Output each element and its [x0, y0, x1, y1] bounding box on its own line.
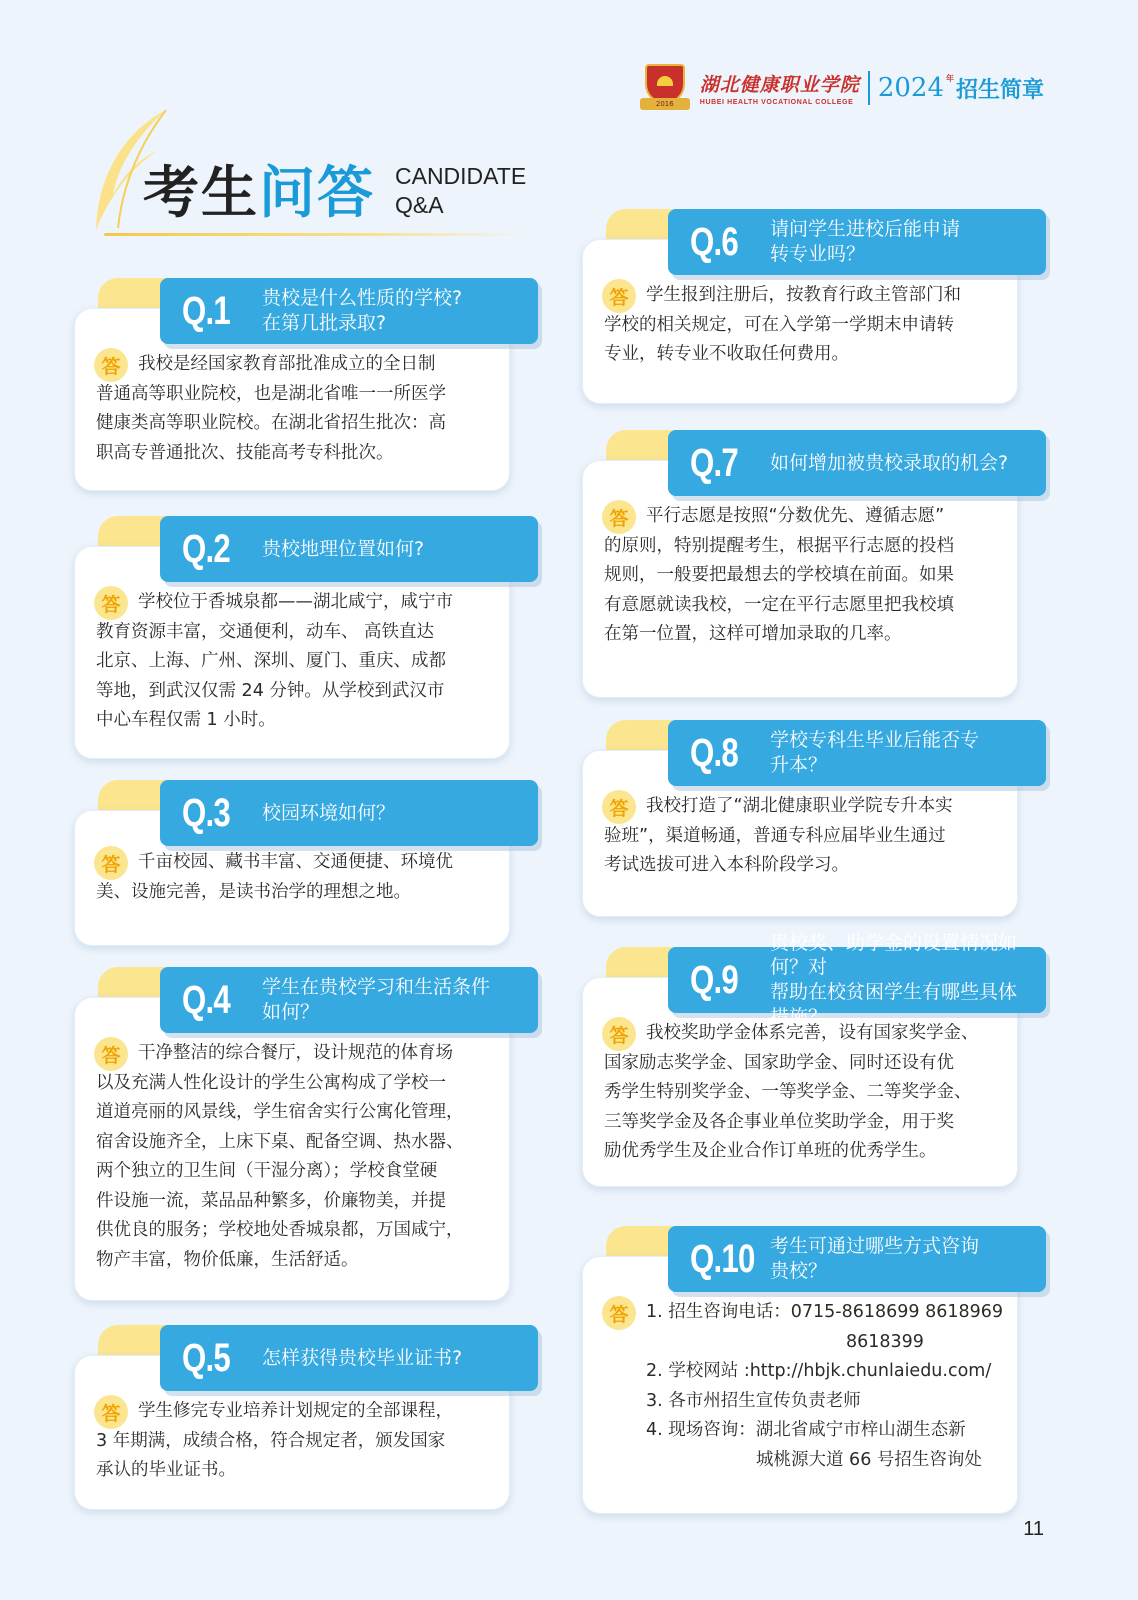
question-text: [262, 801, 407, 826]
title-en-line1: CANDIDATE: [395, 163, 527, 189]
question-line: 升本？: [770, 754, 828, 776]
page-number: 11: [1023, 1518, 1044, 1540]
qa-card-5: [74, 1325, 510, 1510]
answer-text: [96, 1397, 488, 1486]
qa-card-4: [74, 967, 510, 1301]
answer-line: 3 年期满，成绩合格，符合规定者，颁发国家: [96, 1430, 446, 1451]
question-line: 帮助在校贫困学生有哪些具体措施？: [770, 981, 1018, 1028]
answer-line: 干净整洁的综合餐厅，设计规范的体育场: [138, 1043, 453, 1063]
school-name-en: HUBEI HEALTH VOCATIONAL COLLEGE: [699, 99, 854, 106]
answer-line: 规则，一般要把最想去的学校填在前面。如果: [604, 565, 954, 585]
contact-line: 3. 各市州招生宣传负责老师: [646, 1390, 861, 1411]
answer-line: 我校是经国家教育部批准成立的全日制: [138, 354, 436, 374]
question-text: [262, 975, 502, 1024]
year-text: 2024: [877, 73, 944, 103]
question-line: 怎样获得贵校毕业证书?: [262, 1346, 463, 1369]
answer-line: 以及充满人性化设计的学生公寓构成了学校一: [96, 1072, 446, 1093]
answer-line: 千亩校园、藏书丰富、交通便捷、环境优: [138, 852, 453, 872]
college-crest-logo: [640, 64, 690, 112]
contact-line: 城桃源大道 66 号招生咨询处: [756, 1449, 982, 1470]
answer-text: [604, 1019, 996, 1167]
question-text: [770, 217, 972, 266]
answer-line: 三等奖学金及各企事业单位奖助学金，用于奖: [604, 1111, 954, 1132]
question-bar: [668, 931, 1046, 1028]
answer-line: 专业，转专业不收取任何费用。: [604, 344, 849, 364]
answer-line: 国家励志奖学金、国家助学金、同时还设有优: [604, 1052, 954, 1073]
question-line: 如何增加被贵校录取的机会?: [770, 451, 1009, 474]
answer-text: [96, 848, 488, 907]
title-cn-blue: 问答: [259, 160, 375, 226]
answer-badge-icon: 答: [94, 586, 128, 620]
answer-line: 普通高等职业院校，也是湖北省唯一一所医学: [96, 383, 446, 404]
answer-line: 宿舍设施齐全，上床下桌、配备空调、热水器、: [96, 1131, 464, 1152]
answer-line: 在第一位置，这样可增加录取的几率。: [604, 624, 902, 644]
qa-card-8: [582, 720, 1018, 917]
answer-badge-icon: 答: [94, 846, 128, 880]
qa-card-9: [582, 931, 1018, 1187]
answer-line: 美、设施完善，是读书治学的理想之地。: [96, 881, 411, 902]
answer-line: 的原则，特别提醒考生，根据平行志愿的投档: [604, 535, 954, 556]
question-number: Q.1: [182, 288, 230, 333]
answer-text: [604, 792, 996, 881]
question-line: 贵校？: [770, 1260, 828, 1282]
question-line: 考生可通过哪些方式咨询: [770, 1235, 980, 1258]
question-bar: [668, 720, 1046, 786]
answer-line: 物产丰富，物价低廉，生活舒适。: [96, 1249, 359, 1270]
answer-line: 学校位于香城泉都——湖北咸宁，咸宁市: [138, 592, 453, 612]
answer-line: 道道亮丽的风景线，学生宿舍实行公寓化管理，: [96, 1102, 464, 1122]
question-text: [770, 1234, 991, 1283]
answer-line: 学生修完专业培养计划规定的全部课程，: [138, 1401, 453, 1421]
brochure-year: [877, 73, 954, 103]
question-number: Q.8: [690, 730, 738, 775]
question-line: 贵校地理位置如何?: [262, 537, 425, 560]
qa-card-6: [582, 209, 1018, 404]
answer-line: 供优良的服务；学校地处香城泉都，万国咸宁，: [96, 1220, 464, 1240]
answer-badge-icon: 答: [94, 1395, 128, 1429]
title-cn-dark: 考生: [143, 160, 259, 226]
answer-line: 我校奖助学金体系完善，设有国家奖学金、: [646, 1023, 979, 1043]
question-line: 学校专科生毕业后能否专: [770, 729, 980, 752]
question-text: [262, 537, 436, 562]
answer-badge-icon: 答: [602, 1296, 636, 1330]
question-bar: [160, 967, 538, 1033]
year-superscript: 年: [945, 73, 954, 83]
answer-badge-icon: 答: [602, 1017, 636, 1051]
qa-card-7: [582, 430, 1018, 698]
question-bar: [160, 516, 538, 582]
answer-line: 承认的毕业证书。: [96, 1460, 236, 1480]
contact-line: 2. 学校网站 :http://hbjk.chunlaiedu.com/: [646, 1361, 992, 1381]
question-bar: [668, 209, 1046, 275]
question-line: 如何？: [262, 1001, 320, 1023]
contact-list: [646, 1298, 1003, 1475]
title-underline: [104, 233, 524, 236]
question-line: 校园环境如何？: [262, 801, 396, 824]
qa-card-1: [74, 278, 510, 491]
crest-year: 2016: [640, 98, 690, 110]
question-bar: [160, 780, 538, 846]
answer-text: [96, 350, 488, 468]
answer-line: 验班”，渠道畅通，普通专科应届毕业生通过: [604, 825, 946, 846]
question-bar: [160, 1325, 538, 1391]
question-bar: [668, 430, 1046, 496]
question-line: 贵校是什么性质的学校?: [262, 287, 463, 310]
answer-text: [604, 281, 996, 370]
question-number: Q.4: [182, 977, 230, 1022]
question-number: Q.3: [182, 790, 230, 835]
question-number: Q.10: [690, 1236, 755, 1281]
answer-line: 件设施一流，菜品品种繁多，价廉物美，并提: [96, 1190, 446, 1211]
answer-line: 学校的相关规定，可在入学第一学期末申请转: [604, 314, 954, 335]
contact-line: 8618399: [846, 1331, 924, 1352]
title-en-line2: Q&A: [395, 191, 444, 218]
question-text: [770, 728, 991, 777]
answer-badge-icon: 答: [94, 348, 128, 382]
answer-badge-icon: 答: [94, 1037, 128, 1071]
answer-text: [96, 1039, 488, 1275]
answer-line: 两个独立的卫生间（干湿分离）；学校食堂硬: [96, 1161, 438, 1181]
answer-line: 秀学生特别奖学金、一等奖学金、二等奖学金、: [604, 1082, 972, 1102]
question-text: [262, 1346, 474, 1371]
qa-card-3: [74, 780, 510, 946]
answer-line: 健康类高等职业院校。在湖北省招生批次：高: [96, 413, 446, 433]
question-line: 在第几批录取?: [262, 312, 387, 334]
question-bar: [668, 1226, 1046, 1292]
answer-line: 励优秀学生及企业合作订单班的优秀学生。: [604, 1141, 937, 1161]
school-name: [700, 70, 860, 106]
question-number: Q.5: [182, 1335, 230, 1380]
answer-line: 平行志愿是按照“分数优先、遵循志愿”: [646, 506, 945, 526]
question-bar: [160, 278, 538, 344]
question-line: 贵校奖、助学金的设置情况如何？对: [770, 931, 1018, 979]
question-number: Q.9: [690, 957, 738, 1002]
answer-badge-icon: 答: [602, 279, 636, 313]
question-line: 请问学生进校后能申请: [770, 218, 961, 241]
question-text: [770, 931, 1046, 1030]
question-number: Q.2: [182, 526, 230, 571]
school-name-cn: 湖北健康职业学院: [699, 74, 860, 96]
answer-line: 职高专普通批次、技能高考专科批次。: [96, 442, 394, 463]
header-divider: [868, 71, 870, 105]
answer-text: [96, 588, 488, 736]
contact-line: 4. 现场咨询：湖北省咸宁市梓山湖生态新: [646, 1420, 966, 1440]
answer-line: 我校打造了“湖北健康职业学院专升本实: [646, 796, 953, 816]
answer-line: 等地，到武汉仅需 24 分钟。从学校到武汉市: [96, 680, 445, 701]
brochure-title: 招生简章: [955, 77, 1044, 103]
question-line: 转专业吗？: [770, 243, 866, 265]
question-number: Q.7: [690, 440, 738, 485]
college-header: [640, 64, 1044, 112]
answer-badge-icon: 答: [602, 500, 636, 534]
answer-line: 学生报到注册后，按教育行政主管部门和: [646, 285, 961, 305]
answer-badge-icon: 答: [602, 790, 636, 824]
qa-card-2: [74, 516, 510, 759]
page-title: [143, 160, 527, 226]
qa-card-10: [582, 1226, 1018, 1514]
title-en: [395, 162, 526, 220]
answer-line: 教育资源丰富，交通便利，动车、 高铁直达: [96, 621, 435, 642]
question-number: Q.6: [690, 219, 738, 264]
answer-line: 有意愿就读我校，一定在平行志愿里把我校填: [604, 594, 954, 615]
question-text: [770, 451, 1020, 476]
answer-text: [604, 502, 996, 650]
question-text: [262, 286, 474, 335]
answer-line: 考试选拔可进入本科阶段学习。: [604, 855, 849, 875]
answer-line: 北京、上海、广州、深圳、厦门、重庆、成都: [96, 651, 446, 671]
contact-line: 1. 招生咨询电话：0715-8618699 8618969: [646, 1302, 1004, 1322]
question-line: 学生在贵校学习和生活条件: [262, 976, 491, 999]
answer-line: 中心车程仅需 1 小时。: [96, 710, 276, 730]
